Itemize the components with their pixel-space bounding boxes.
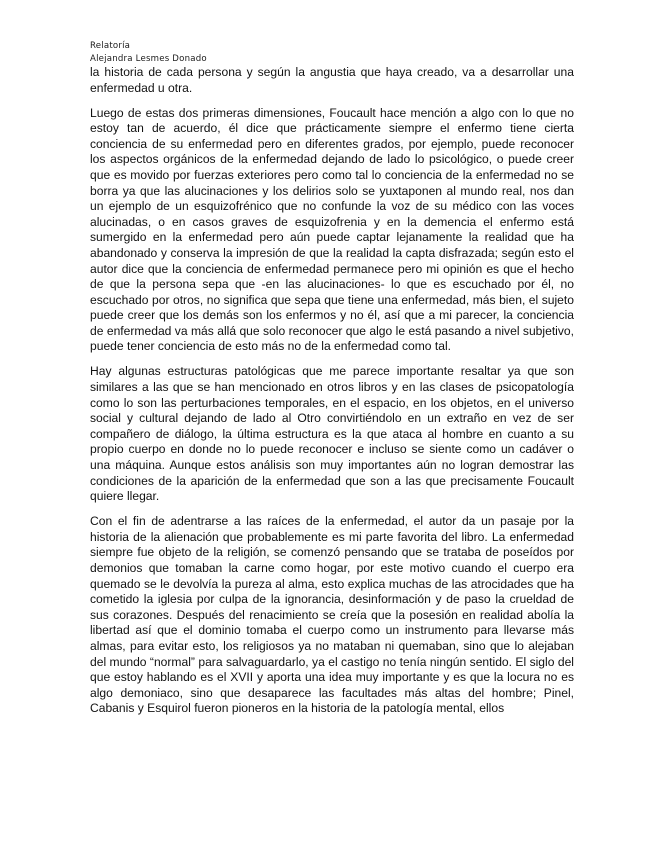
header-title: Relatoría [90, 41, 131, 51]
paragraph-3: Hay algunas estructuras patológicas que me parece importante resaltar ya que son similares a las que se han mencionado en otros libros y en las clases de psicopatología como lo son las perturbaciones temporales, en el espacio, en los objetos, en el universo social y cultural dejando de lado al Otro convirtiéndolo en un extraño en vez de ser compañero de diálogo, la última estructura es la que ataca al hombre en cuanto a su propio cuerpo en donde no lo puede reconocer e incluso se siente como un cadáver o una máquina. Aunque estos análisis son muy importantes aún no logran demostrar las condiciones de la aparición de la enfermedad que son a las que precisamente Foucault quiere llegar. [90, 364, 574, 504]
document-body [90, 65, 574, 726]
page-header [90, 40, 207, 66]
paragraph-4: Con el fin de adentrarse a las raíces de la enfermedad, el autor da un pasaje por la historia de la alienación que probablemente es mi parte favorita del libro. La enfermedad siempre fue objeto de la religión, se comenzó pensando que se trataba de poseídos por demonios que tomaban la carne como hogar, por este motivo cuando el cuerpo era quemado se le devolvía la pureza al alma, esto explica muchas de las atrocidades que ha cometido la iglesia por culpa de la ignorancia, desinformación y de paso la crueldad de sus corazones. Después del renacimiento se creía que la posesión en realidad abolía la libertad así que el dominio tomaba el cuerpo como un instrumento para llevarse más almas, para evitar esto, los religiosos ya no mataban ni quemaban, sino que lo alejaban del mundo “normal” para salvaguardarlo, ya el castigo no tenía ningún sentido. El siglo del que estoy hablando es el XVII y aporta una idea muy importante y es que la locura no es algo demoniaco, sino que desaparece las facultades más altas del hombre; Pinel, Cabanis y Esquirol fueron pioneros en la historia de la patología mental, ellos [90, 514, 574, 716]
paragraph-1: la historia de cada persona y según la angustia que haya creado, va a desarrollar una enfermedad u otra. [90, 65, 574, 95]
header-author: Alejandra Lesmes Donado [90, 54, 207, 64]
paragraph-2: Luego de estas dos primeras dimensiones, Foucault hace mención a algo con lo que no estoy tan de acuerdo, él dice que prácticamente siempre el enfermo tiene cierta conciencia de su enfermedad pero en diferentes grados, por ejemplo, puede reconocer los aspectos orgánicos de la enfermedad dejando de lado lo psicológico, o puede creer que es movido por fuerzas exteriores pero como tal lo conciencia de la enfermedad no se borra ya que las alucinaciones y los delirios solo se yuxtaponen al mundo real, nos dan un ejemplo de un esquizofrénico que no confunde la voz de su médico con las voces alucinadas, o en casos graves de esquizofrenia y en la demencia el enfermo está sumergido en la enfermedad pero aún puede captar lejanamente la realidad que ha abandonado y conserva la impresión de que la realidad la capta disfrazada; según esto el autor dice que la conciencia de enfermedad permanece pero mi opinión es que el hecho de que la persona sepa que -en las alucinaciones- lo que es escuchado por él, no escuchado por otros, no significa que sepa que tiene una enfermedad, más bien, el sujeto puede creer que los demás son los enfermos y no él, así que a mi parecer, la conciencia de enfermedad va más allá que solo reconocer que algo le está pasando a nivel subjetivo, puede tener conciencia de esto más no de la enfermedad como tal. [90, 105, 574, 354]
